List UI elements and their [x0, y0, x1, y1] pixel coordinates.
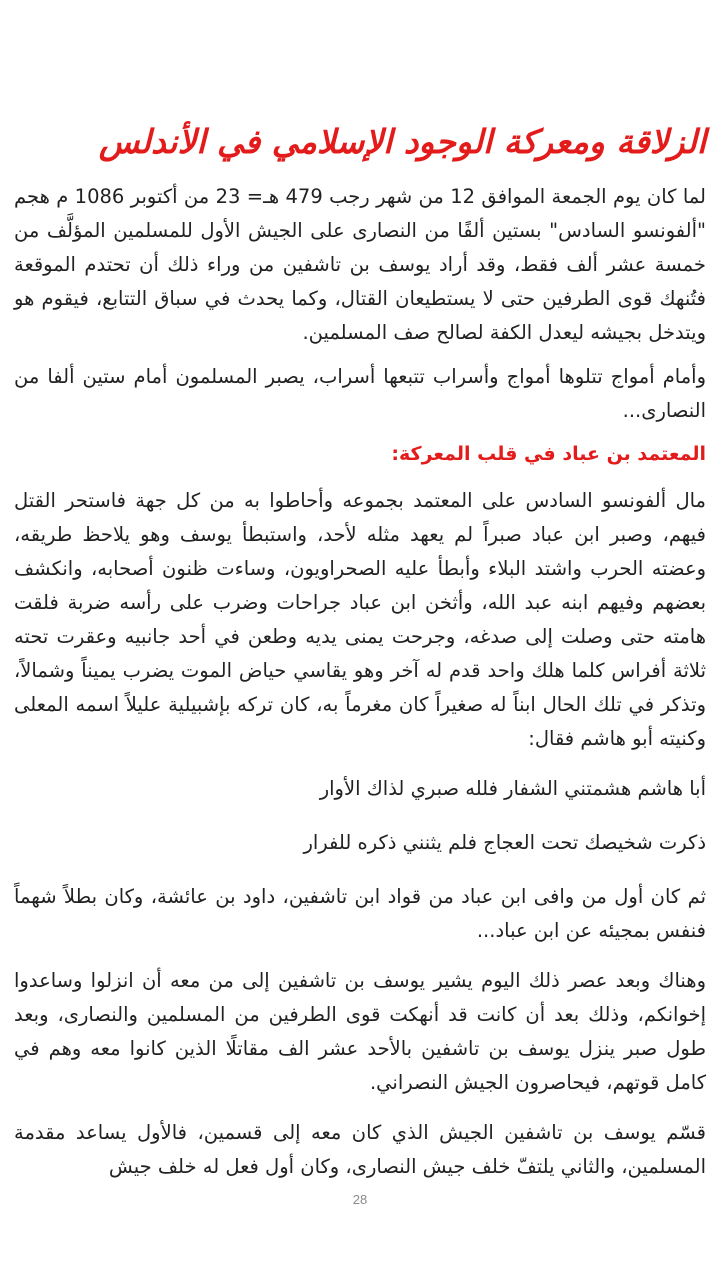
paragraph-battle: مال ألفونسو السادس على المعتمد بجموعه وأحاطوا به من كل جهة فاستحر القتل فيهم، وصبر ابن عباد صبراً لم يعهد مثله لأحد، واستبطأ يوسف وهو يلاحظ طريقه، وعضته الحرب واشتد البلاء وأبطأ عليه الصحراويون، وساءت ظنون أصحابه، وانكشف بعضهم وفيهم ابنه عبد الله، وأثخن ابن عباد جراحات وضرب على رأسه ضربة فلقت هامته حتى وصلت إلى صدغه، وجرحت يمنى يديه وطعن في أحد جانبيه وعقرت تحته ثلاثة أفراس كلما هلك واحد قدم له آخر وهو يقاسي حياض الموت يضرب يميناً وشمالاً، وتذكر في تلك الحال ابناً له صغيراً كان مغرماً به، كان تركه بإشبيلية عليلاً اسمه المعلى وكنيته أبو هاشم فقال: [14, 489, 706, 750]
paragraph-intro-2: وأمام أمواج تتلوها أمواج وأسراب تتبعها أسراب، يصبر المسلمون أمام ستين ألفا من النصارى... [14, 365, 706, 422]
paragraph-intro-1: لما كان يوم الجمعة الموافق 12 من شهر رجب 479 هـ= 23 من أكتوبر 1086 م هجم "ألفونسو السادس" بستين ألفًا من النصارى على الجيش الأول للمسلمين المؤلَّف من خمسة عشر ألف فقط، وقد أراد يوسف بن تاشفين من وراء ذلك أن تحتدم الموقعة فتُنهك قوى الطرفين حتى لا يستطيعان القتال، وكما يحدث في سباق التتابع، فيقوم هو ويتدخل بجيشه ليعدل الكفة لصالح صف المسلمين. [14, 185, 706, 344]
paragraph-end-1: ثم كان أول من وافى ابن عباد من قواد ابن تاشفين، داود بن عائشة، وكان بطلاً شهماً فنفس بمجيئه عن ابن عباد... [14, 885, 706, 942]
page-number: 28 [352, 1192, 368, 1207]
poem-verse-2: ذكرت شخيصك تحت العجاج فلم يثنني ذكره للفرار [303, 831, 706, 854]
paragraph-end-2: وهناك وبعد عصر ذلك اليوم يشير يوسف بن تاشفين إلى من معه أن انزلوا وساعدوا إخوانكم، وذلك بعد أن كانت قد أنهكت قوى الطرفين من المسلمين والنصارى، وبعد طول صبر ينزل يوسف بن تاشفين بالأحد عشر الف مقاتلًا الذين كانوا معه وهم في كامل قوتهم، فيحاصرون الجيش النصراني. [14, 969, 706, 1094]
paragraph-end-3: قسّم يوسف بن تاشفين الجيش الذي كان معه إلى قسمين، فالأول يساعد مقدمة المسلمين، والثاني يلتفّ خلف جيش النصارى، وكان أول فعل له خلف جيش [14, 1121, 706, 1178]
section-heading: المعتمد بن عباد في قلب المعركة: [391, 443, 706, 465]
page-title: الزلاقة ومعركة الوجود الإسلامي في الأندلس [98, 122, 706, 161]
poem-verse-1: أبا هاشم هشمتني الشفار فلله صبري لذاك الأوار [319, 777, 706, 800]
